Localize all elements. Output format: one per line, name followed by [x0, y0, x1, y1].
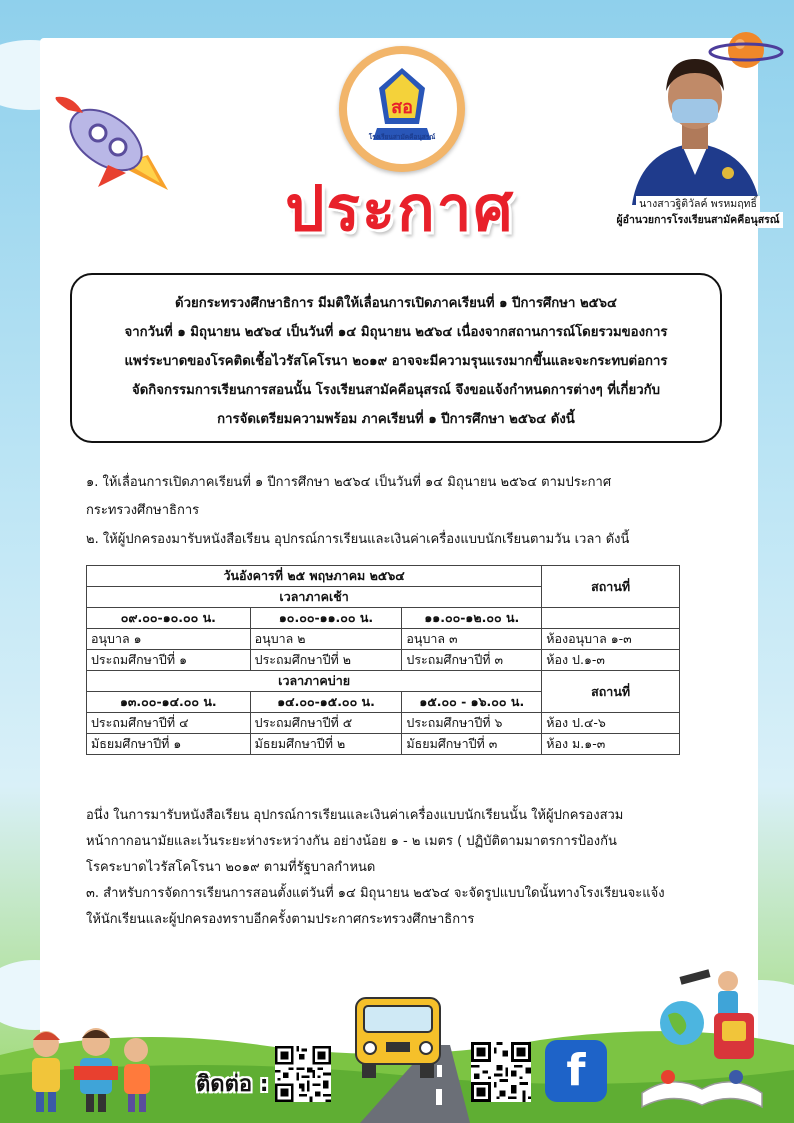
- school-bus-icon: [348, 992, 448, 1082]
- table-cell: ประถมศึกษาปีที่ ๕: [250, 713, 402, 734]
- table-row: [87, 734, 680, 755]
- director-position: ผู้อำนวยการโรงเรียนสามัคคีอนุสรณ์: [614, 212, 783, 228]
- morning-label: เวลาภาคเช้า: [87, 587, 542, 608]
- logo-text: โรงเรียนสามัคคีอนุสรณ์: [368, 133, 436, 141]
- table-cell: ประถมศึกษาปีที่ ๑: [87, 650, 251, 671]
- table-cell: [542, 608, 680, 629]
- facebook-icon[interactable]: f: [545, 1040, 607, 1102]
- table-cell: ห้อง ป.๔-๖: [542, 713, 680, 734]
- qr-code-icon[interactable]: [471, 1042, 531, 1102]
- intro-line: จัดกิจกรรมการเรียนการสอนนั้น โรงเรียนสามัคคีอนุสรณ์ จึงขอแจ้งกำหนดการต่างๆ ที่เกี่ยวกับ: [131, 383, 660, 398]
- afternoon-label: เวลาภาคบ่าย: [87, 671, 542, 692]
- table-cell: อนุบาล ๒: [250, 629, 402, 650]
- note-line: ให้นักเรียนและผู้ปกครองทราบอีกครั้งตามประกาศกระทรวงศึกษาธิการ: [86, 912, 475, 927]
- table-cell: มัธยมศึกษาปีที่ ๒: [250, 734, 402, 755]
- schedule-date: วันอังคารที่ ๒๕ พฤษภาคม ๒๕๖๔: [87, 566, 542, 587]
- table-row: [87, 713, 680, 734]
- qr-code-icon[interactable]: [275, 1046, 331, 1102]
- afternoon-time: ๑๕.๐๐ - ๑๖.๐๐ น.: [402, 692, 542, 713]
- rocket-icon: [48, 95, 188, 205]
- note-line: โรคระบาดไวรัสโคโรนา ๒๐๑๙ ตามที่รัฐบาลกำหนด: [86, 860, 376, 875]
- intro-line: การจัดเตรียมความพร้อม ภาคเรียนที่ ๑ ปีการศึกษา ๒๕๖๔ ดังนี้: [217, 412, 575, 427]
- table-cell: อนุบาล ๑: [87, 629, 251, 650]
- kids-reading-illustration: [14, 1022, 154, 1114]
- intro-box: [70, 273, 722, 443]
- page-title: ประกาศ: [285, 172, 515, 245]
- table-cell: มัธยมศึกษาปีที่ ๑: [87, 734, 251, 755]
- table-cell: ประถมศึกษาปีที่ ๖: [402, 713, 542, 734]
- intro-line: ด้วยกระทรวงศึกษาธิการ มีมติให้เลื่อนการเปิดภาคเรียนที่ ๑ ปีการศึกษา ๒๕๖๔: [175, 296, 617, 311]
- table-row: [87, 629, 680, 650]
- note-line: หน้ากากอนามัยและเว้นระยะห่างระหว่างกัน อย่างน้อย ๑ - ๒ เมตร ( ปฏิบัติตามมาตรการป้องกัน: [86, 834, 617, 849]
- item-1-line-1: ๑. ให้เลื่อนการเปิดภาคเรียนที่ ๑ ปีการศึกษา ๒๕๖๔ เป็นวันที่ ๑๔ มิถุนายน ๒๕๖๔ ตามประกาศ: [86, 475, 612, 490]
- table-cell: ประถมศึกษาปีที่ ๒: [250, 650, 402, 671]
- table-cell: ห้องอนุบาล ๑-๓: [542, 629, 680, 650]
- afternoon-time: ๑๔.๐๐-๑๕.๐๐ น.: [250, 692, 402, 713]
- intro-line: แพร่ระบาดของโรคติดเชื้อไวรัสโคโรนา ๒๐๑๙ อาจจะมีความรุนแรงมากขึ้นและจะกระทบต่อการ: [124, 354, 668, 369]
- table-cell: ห้อง ม.๑-๓: [542, 734, 680, 755]
- place-header: สถานที่: [542, 671, 680, 713]
- director-name: นางสาวฐิติวัลค์ พรหมฤทธิ์: [636, 196, 760, 212]
- schedule-table: [86, 565, 680, 755]
- item-1-line-2: กระทรวงศึกษาธิการ: [86, 503, 200, 518]
- logo-emblem: [347, 54, 457, 164]
- afternoon-time: ๑๓.๐๐-๑๔.๐๐ น.: [87, 692, 251, 713]
- table-cell: ประถมศึกษาปีที่ ๓: [402, 650, 542, 671]
- notes: [86, 803, 665, 933]
- table-cell: มัธยมศึกษาปีที่ ๓: [402, 734, 542, 755]
- morning-time: ๐๙.๐๐-๑๐.๐๐ น.: [87, 608, 251, 629]
- item-2: ๒. ให้ผู้ปกครองมารับหนังสือเรียน อุปกรณ์การเรียนและเงินค่าเครื่องแบบนักเรียนตามวัน เวลา ดังนี้: [86, 532, 630, 547]
- note-line: อนึ่ง ในการมารับหนังสือเรียน อุปกรณ์การเรียนและเงินค่าเครื่องแบบนักเรียนนั้น ให้ผู้ปกครองสวม: [86, 808, 624, 823]
- morning-time: ๑๐.๐๐-๑๑.๐๐ น.: [250, 608, 402, 629]
- intro-line: จากวันที่ ๑ มิถุนายน ๒๕๖๔ เป็นวันที่ ๑๔ มิถุนายน ๒๕๖๔ เนื่องจากสถานการณ์โดยรวมของการ: [124, 325, 668, 340]
- place-header: สถานที่: [542, 566, 680, 608]
- school-logo: [339, 46, 465, 172]
- morning-time: ๑๑.๐๐-๑๒.๐๐ น.: [402, 608, 542, 629]
- table-cell: อนุบาล ๓: [402, 629, 542, 650]
- table-row: [87, 650, 680, 671]
- table-cell: ประถมศึกษาปีที่ ๔: [87, 713, 251, 734]
- books-globe-illustration: [632, 965, 772, 1113]
- director-photo: [620, 45, 770, 205]
- table-cell: ห้อง ป.๑-๓: [542, 650, 680, 671]
- director-caption: [612, 196, 784, 228]
- note-line: ๓. สำหรับการจัดการเรียนการสอนตั้งแต่วันที่ ๑๔ มิถุนายน ๒๕๖๔ จะจัดรูปแบบใดนั้นทางโรงเรียนจะแจ้ง: [86, 886, 665, 901]
- contact-label: ติดต่อ :: [196, 1072, 269, 1097]
- logo-mark: สอ: [391, 97, 413, 118]
